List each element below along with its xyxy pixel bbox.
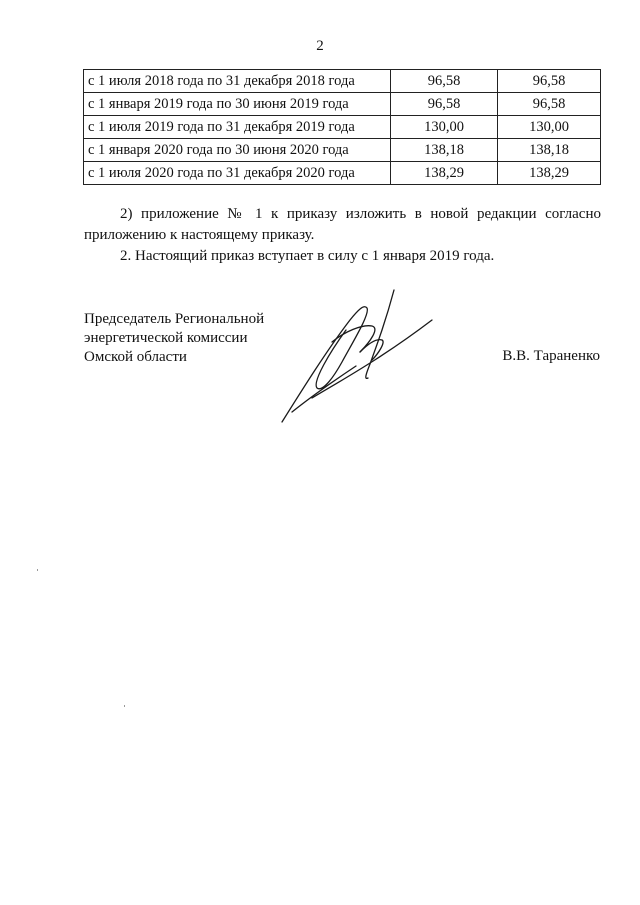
signatory-title-line: энергетической комиссии — [84, 330, 248, 346]
value-cell: 138,29 — [498, 162, 601, 185]
paragraph-appendix — [84, 204, 601, 246]
table-row — [84, 139, 601, 162]
handwritten-signature — [272, 280, 442, 430]
paragraph-effective-date: 2. Настоящий приказ вступает в силу с 1 января 2019 года. — [120, 248, 495, 264]
paragraph-line: приложению к настоящему приказу. — [84, 227, 315, 243]
signatory-title — [84, 310, 264, 367]
page-number: 2 — [316, 38, 324, 54]
value-cell: 138,18 — [391, 139, 498, 162]
table-row — [84, 70, 601, 93]
signatory-title-line: Омской области — [84, 349, 187, 365]
value-cell: 130,00 — [391, 116, 498, 139]
scan-speck — [37, 569, 38, 571]
value-cell: 138,29 — [391, 162, 498, 185]
table-row — [84, 116, 601, 139]
period-cell: с 1 января 2019 года по 30 июня 2019 года — [84, 93, 391, 116]
scan-speck — [124, 705, 125, 707]
tariff-table — [83, 69, 601, 185]
paragraph-line: 2) приложение № 1 к приказу изложить в новой редакции согласно — [120, 206, 601, 222]
value-cell: 96,58 — [391, 70, 498, 93]
period-cell: с 1 июля 2020 года по 31 декабря 2020 года — [84, 162, 391, 185]
value-cell: 138,18 — [498, 139, 601, 162]
period-cell: с 1 января 2020 года по 30 июня 2020 года — [84, 139, 391, 162]
period-cell: с 1 июля 2019 года по 31 декабря 2019 года — [84, 116, 391, 139]
signatory-name: В.В. Тараненко — [502, 348, 600, 364]
period-cell: с 1 июля 2018 года по 31 декабря 2018 года — [84, 70, 391, 93]
table-row — [84, 93, 601, 116]
table-row — [84, 162, 601, 185]
signatory-title-line: Председатель Региональной — [84, 311, 265, 327]
value-cell: 96,58 — [498, 93, 601, 116]
value-cell: 96,58 — [498, 70, 601, 93]
value-cell: 130,00 — [498, 116, 601, 139]
value-cell: 96,58 — [391, 93, 498, 116]
